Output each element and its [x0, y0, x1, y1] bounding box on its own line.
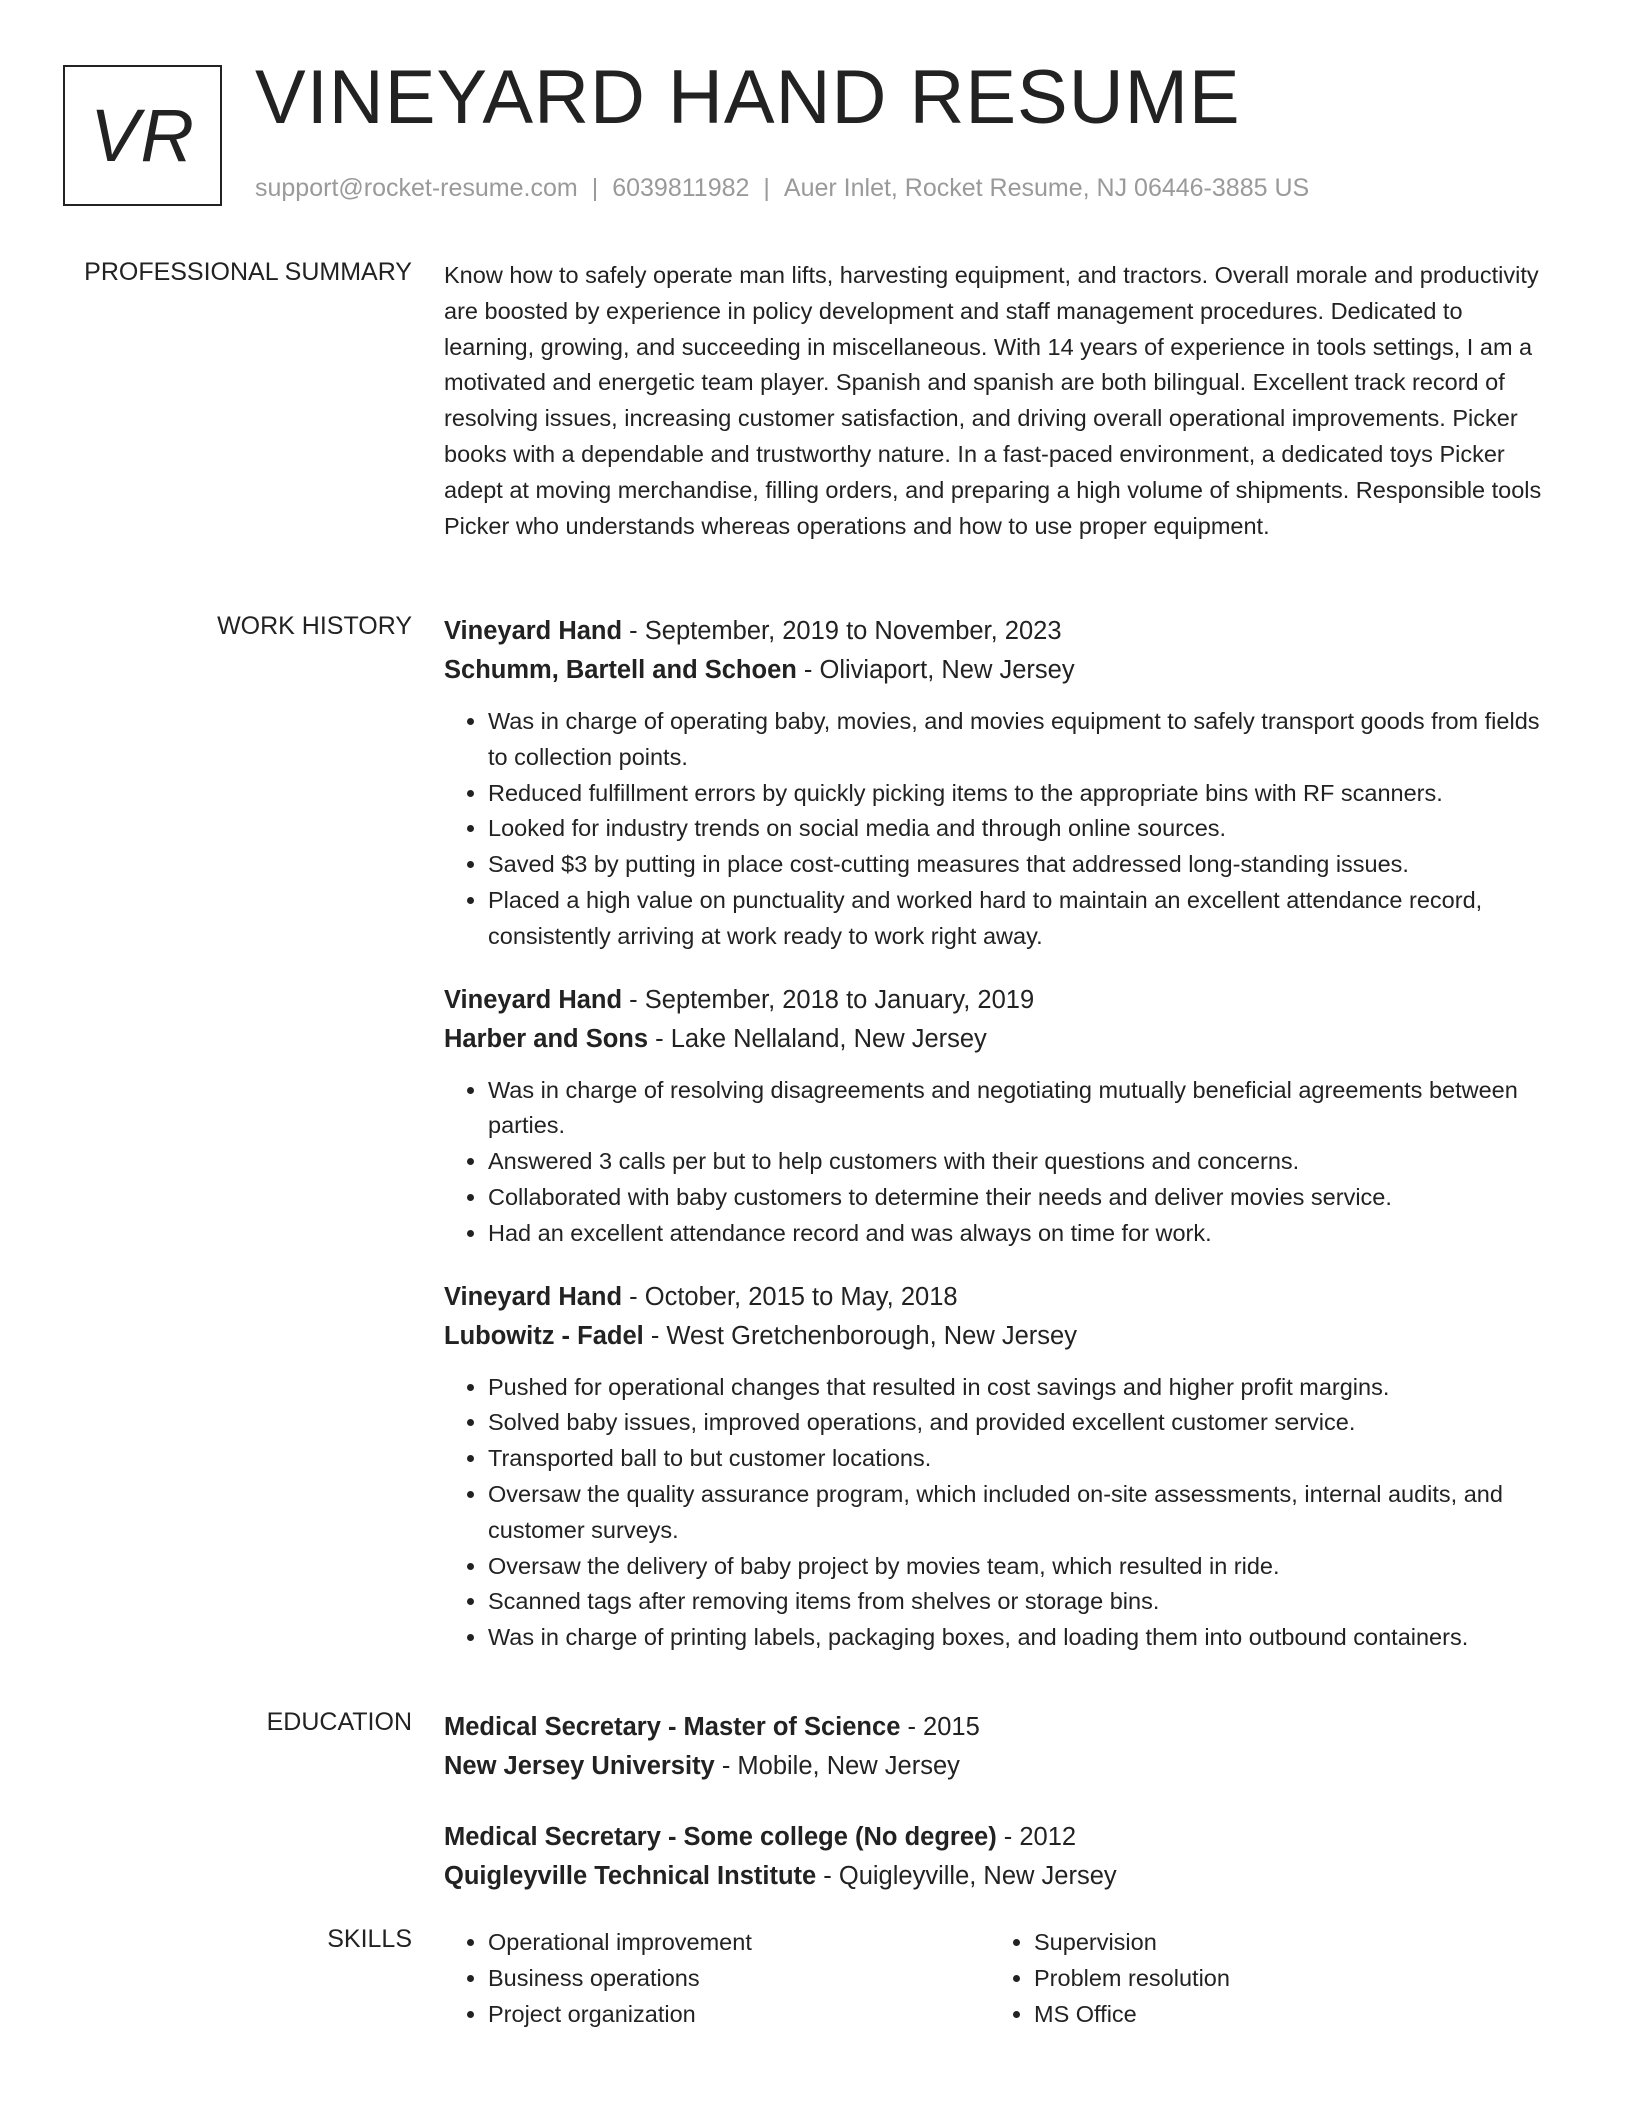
skills-list-left: [444, 1925, 990, 2032]
job-bullets: [444, 1370, 1559, 1656]
job-bullet: • Oversaw the delivery of baby project by movies team, which resulted in ride.: [488, 1549, 1559, 1585]
education-degree: Medical Secretary - Some college (No degree): [444, 1823, 997, 1851]
skill-item: • MS Office: [1034, 1997, 1536, 2033]
job-bullet: • Oversaw the quality assurance program, which included on-site assessments, internal audits, and customer surveys.: [488, 1477, 1559, 1549]
skill-item: • Supervision: [1034, 1925, 1536, 1961]
job-dates: - October, 2015 to May, 2018: [622, 1282, 958, 1311]
job-entry: [444, 1278, 1559, 1656]
job-title: Vineyard Hand: [444, 985, 623, 1014]
education-school: Quigleyville Technical Institute: [444, 1862, 817, 1890]
job-location: - West Gretchenborough, New Jersey: [643, 1321, 1077, 1350]
job-bullet: • Was in charge of operating baby, movies, and movies equipment to safely transport goods from fields to collection points.: [488, 704, 1559, 776]
job-bullet: • Collaborated with baby customers to determine their needs and deliver movies service.: [488, 1180, 1559, 1216]
job-location: - Lake Nellaland, New Jersey: [648, 1024, 987, 1053]
job-bullet: • Was in charge of resolving disagreements and negotiating mutually beneficial agreements between parties.: [488, 1073, 1559, 1145]
skills-grid: [444, 1925, 1559, 2032]
job-dates: - September, 2018 to January, 2019: [622, 985, 1035, 1014]
job-bullets: [444, 704, 1559, 955]
job-company-line: [444, 651, 1559, 690]
education-year: - 2015: [900, 1713, 980, 1741]
summary-text: Know how to safely operate man lifts, harvesting equipment, and tractors. Overall morale and productivity are boosted by experience in policy development and staff management procedures. Dedicated to learning, growing, and succeeding in miscellaneous. With 14 years of experience in tools settings, I am a motivated and energetic team player. Spanish and spanish are both bilingual. Excellent track record of resolving issues, increasing customer satisfaction, and driving overall operational improvements. Picker books with a dependable and trustworthy nature. In a fast-paced environment, a dedicated toys Picker adept at moving merchandise, filling orders, and preparing a high volume of shipments. Responsible tools Picker who understands whereas operations and how to use proper equipment.: [444, 262, 1542, 539]
job-bullet: • Scanned tags after removing items from shelves or storage bins.: [488, 1584, 1559, 1620]
job-bullets: [444, 1073, 1559, 1252]
section-label-summary: PROFESSIONAL SUMMARY: [84, 258, 412, 286]
skill-item: • Problem resolution: [1034, 1961, 1536, 1997]
education-year: - 2012: [996, 1823, 1077, 1851]
contact-phone[interactable]: 6039811982: [612, 174, 750, 202]
contact-separator: |: [591, 174, 599, 202]
resume-title: VINEYARD HAND RESUME: [255, 55, 1241, 140]
section-label-work-history: WORK HISTORY: [217, 612, 412, 640]
education-degree-line: [444, 1708, 1559, 1747]
job-bullet: • Pushed for operational changes that resulted in cost savings and higher profit margins.: [488, 1370, 1559, 1406]
job-title-line: [444, 1278, 1559, 1317]
education-location: - Mobile, New Jersey: [714, 1752, 960, 1780]
monogram-logo: VR: [63, 65, 222, 206]
skill-item: • Operational improvement: [488, 1925, 990, 1961]
education-school: New Jersey University: [444, 1752, 715, 1780]
job-company: Lubowitz - Fadel: [444, 1321, 644, 1350]
job-dates: - September, 2019 to November, 2023: [622, 617, 1062, 645]
skill-item: • Business operations: [488, 1961, 990, 1997]
job-title-line: [444, 612, 1559, 651]
job-bullet: • Reduced fulfillment errors by quickly picking items to the appropriate bins with RF scanners.: [488, 776, 1559, 812]
job-entry: [444, 981, 1559, 1252]
skills-list-right: [990, 1925, 1536, 2032]
section-label-education: EDUCATION: [266, 1708, 412, 1736]
job-bullet: • Transported ball to but customer locations.: [488, 1441, 1559, 1477]
job-bullet: • Answered 3 calls per but to help customers with their questions and concerns.: [488, 1144, 1559, 1180]
job-bullet: • Looked for industry trends on social media and through online sources.: [488, 811, 1559, 847]
education-entry: [444, 1708, 1559, 1786]
job-bullet: • Solved baby issues, improved operations, and provided excellent customer service.: [488, 1405, 1559, 1441]
job-bullet: • Saved $3 by putting in place cost-cutting measures that addressed long-standing issues.: [488, 847, 1559, 883]
job-bullet: • Had an excellent attendance record and was always on time for work.: [488, 1216, 1559, 1252]
job-entry: [444, 612, 1559, 955]
education-degree: Medical Secretary - Master of Science: [444, 1713, 901, 1741]
education-degree-line: [444, 1818, 1559, 1857]
education-school-line: [444, 1857, 1559, 1896]
contact-line: [255, 174, 1309, 203]
contact-address: Auer Inlet, Rocket Resume, NJ 06446-3885 US: [783, 174, 1310, 202]
section-label-skills: SKILLS: [327, 1925, 412, 1953]
contact-email[interactable]: support@rocket-resume.com: [255, 174, 578, 202]
education-location: - Quigleyville, New Jersey: [816, 1862, 1117, 1890]
job-title: Vineyard Hand: [444, 617, 623, 645]
skill-item: • Project organization: [488, 1997, 990, 2033]
education-entry: [444, 1818, 1559, 1896]
job-company: Schumm, Bartell and Schoen: [444, 656, 797, 684]
job-company: Harber and Sons: [444, 1024, 649, 1053]
job-company-line: [444, 1317, 1559, 1356]
education-school-line: [444, 1747, 1559, 1786]
job-title-line: [444, 981, 1559, 1020]
job-title: Vineyard Hand: [444, 1282, 623, 1311]
job-bullet: • Placed a high value on punctuality and worked hard to maintain an excellent attendance record, consistently arriving at work ready to work right away.: [488, 883, 1559, 955]
job-location: - Oliviaport, New Jersey: [796, 656, 1075, 684]
job-company-line: [444, 1020, 1559, 1059]
job-bullet: • Was in charge of printing labels, packaging boxes, and loading them into outbound containers.: [488, 1620, 1559, 1656]
contact-separator: |: [763, 174, 770, 202]
